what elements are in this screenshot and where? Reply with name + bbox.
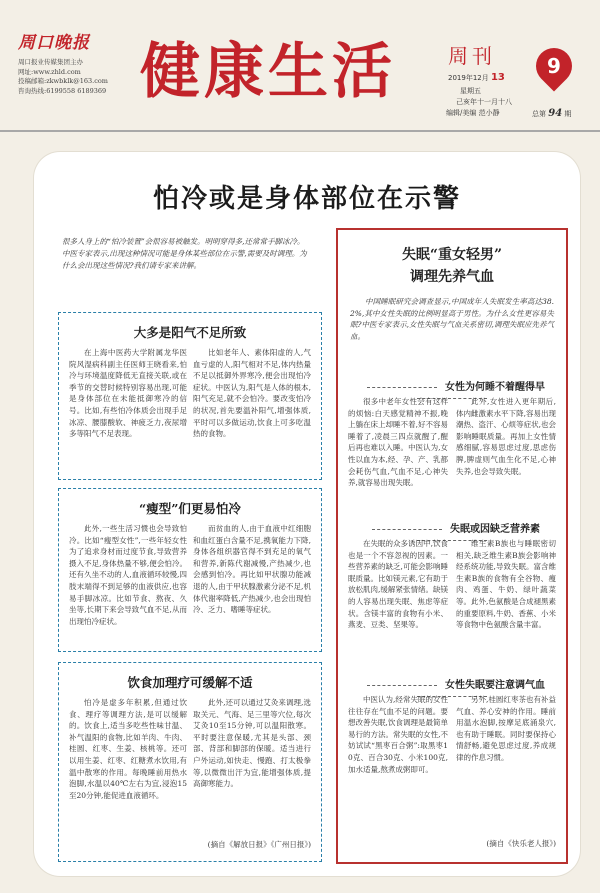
issue-weekday: 星期五 [460,87,481,95]
masthead-info-line: 网址:www.zhld.com [18,67,81,76]
article-column: 中医认为,经常失眠的女性往往存在气血不足的问题。要想改善失眠,饮食调理是最简单易行的方法。常失眠的女性,不妨试试“黑枣百合粥”:取黑枣10克、百合30克、小米100克,加水适量,熬煮成粥即可。 [348,695,448,774]
section-title: 健康生活 [140,37,396,107]
article-column: 维生素B族也与睡眠密切相关,缺乏维生素B族会影响神经系统功能,导致失眠。富含维生素B族的食物有全谷物、瘦肉、鸡蛋、牛奶、绿叶蔬菜等。此外,色氨酸是合成褪黑素的重要原料,牛奶、香蕉、小米等食物中色氨酸含量丰富。 [456,539,556,630]
total-issue-number: 94 [548,108,563,119]
article-box-title: 失眠“重女轻男” [401,247,503,263]
total-issue-suffix: 期 [564,110,572,118]
editor-credit: 编辑/美编 范小静 [446,109,500,117]
article-intro: 很多人身上的“怕冷装置”会很容易被触发。明明穿得多,还常常手脚冰冷。中医专家表示,出现这种情况可能是身体某些部位在示警,需要及时调理。为什么会出现这些情况?我们请专家来讲解。 [62,237,307,270]
article-column: 另外,桂圆红枣茶也有补益气血、养心安神的作用。睡前用温水泡脚,按摩足底涌泉穴,也有助于睡眠。同时要保持心情舒畅,避免思虑过度,养成规律的作息习惯。 [456,695,556,762]
article-column: 此外,女性进入更年期后,体内雌激素水平下降,容易出现潮热、盗汗、心烦等症状,也会影响睡眠质量。再加上女性情感细腻,容易思虑过度,思虑伤脾,脾虚则气血生化不足,心神失养,也会导致失眠。 [456,397,556,476]
total-issue [532,108,571,119]
article-box-slim [58,488,322,652]
article-box-subtitle: 调理先养气血 [410,269,494,285]
article-subheading: 失眠或因缺乏营养素 [338,520,566,546]
article-box-insomnia [336,228,568,864]
page-number-badge [536,48,572,94]
article-source: (摘自《解放日报》《广州日报》) [207,840,311,849]
masthead-divider [0,130,600,132]
article-column: 怕冷是虚多年积累,但通过饮食、理疗等调理方法,是可以缓解的。饮食上,适当多吃些性味甘温、补气温阳的食物,比如羊肉、牛肉、桂圆、红枣、生姜、核桃等。还可以用生姜、红枣、红糖煮水饮用,有温中散寒的作用。每晚睡前用热水泡脚,水温以40℃左右为宜,浸泡15至20分钟,能促进血液循环。 [69,698,187,800]
article-source: (摘自《快乐老人报》) [486,839,556,848]
article-column: 而贫血的人,由于血液中红细胞和血红蛋白含量不足,携氧能力下降,身体各组织器官得不到充足的氧气和营养,新陈代谢减慢,产热减少,也会感到怕冷。再比如甲状腺功能减退的人,由于甲状腺激素分泌不足,机体代谢率降低,产热减少,也会出现怕冷、乏力、嗜睡等症状。 [193,524,311,615]
issue-date [448,72,505,83]
article-box-yangqi [58,312,322,480]
article-box-title: 大多是阳气不足所致 [133,325,247,340]
main-headline: 怕冷或是身体部位在示警 [152,184,461,214]
masthead-info-line: 咨询热线:6199558 6189369 [18,86,107,95]
article-subheading: 女性失眠要注意调气血 [338,676,566,702]
issue-date-day: 13 [490,72,505,83]
article-column: 此外,还可以通过艾灸来调理,选取关元、气海、足三里等穴位,每次艾灸10至15分钟,可以温阳散寒。平时要注意保暖,尤其是头部、颈部、背部和脚部的保暖。适当进行户外运动,如快走、慢跑、打太极拳等,以微微出汗为宜,能增强体质,提高御寒能力。 [193,698,311,789]
masthead-info [18,58,138,96]
total-issue-label: 总第 [532,110,546,118]
masthead [0,0,600,132]
article-column: 很多中老年女性会有这样的烦恼:白天感觉精神不振,晚上躺在床上却睡不着,好不容易睡着了,凌晨三四点就醒了,醒后再也难以入睡。中医认为,女性以血为本,经、孕、产、乳都会耗伤气血,气血不足,心神失养,就容易出现失眠。 [348,397,448,488]
masthead-info-line: 投稿邮箱:zkwbklk@163.com [18,77,108,85]
issue-date-prefix: 2019年12月 [448,74,489,82]
newspaper-logo: 周口晚报 [18,33,90,53]
article-subheading: 女性为何睡不着醒得早 [338,378,566,404]
article-column: 在上海中医药大学附属龙华医院风湿病科副主任医师王晓看来,怕冷与环境温度降低无直接关联,或在季节的交替时候特别容易出现,可能是身体部位在未能抵御寒冷的信号。比如,有些怕冷体质会出现手足冰凉、腰膝酸软、神疲乏力,夜尿增多等阳气不足表现。 [69,348,187,439]
article-box-diet [58,662,322,862]
article-column: 在失眠的众多诱因中,饮食也是一个不容忽视的因素。一些营养素的缺乏,可能会影响睡眠质量。比如镁元素,它有助于放松肌肉,缓解紧张情绪。缺镁的人容易出现失眠、焦虑等症状。含镁丰富的食物有小米、燕麦、豆类、坚果等。 [348,539,448,630]
article-box-title: 饮食加理疗可缓解不适 [127,675,253,690]
page-number: 9 [547,54,561,78]
article-column: 比如老年人、素体阳虚的人,气血亏虚的人,阳气相对不足,体内热量不足以抵御外界寒冷,便会出现怕冷症状。中医认为,阳气是人体的根本,阳气充足,就不会怕冷。要改变怕冷的状况,首先要温补阳气,增强体质,平时可以多做运动,饮食上可多吃温热的食物。 [193,348,311,439]
lunar-date: 己亥年十一月十八 [456,98,512,106]
masthead-info-line: 周口报业传媒集团主办 [18,58,83,66]
article-intro: 中国睡眠研究会调查显示,中国成年人失眠发生率高达38.2%,其中女性失眠的比例明显高于男性。为什么女性更容易失眠?中医专家表示,女性失眠与气血关系密切,调理失眠应先养气血。 [350,297,554,341]
article-box-title: “瘦型”们更易怕冷 [139,501,241,516]
weekly-label: 周刊 [448,44,496,68]
article-column: 此外,一些生活习惯也会导致怕冷。比如“瘦型女性”,一些年轻女性为了追求身材而过度节食,导致营养摄入不足,身体热量不够,便会怕冷。还有久坐不动的人,血液循环较慢,四肢末端得不到足够的血液供应,也容易手脚冰凉。比如节食、熬夜、久坐等,长期下来会导致气血不足,从而出现怕冷症状。 [69,524,187,626]
